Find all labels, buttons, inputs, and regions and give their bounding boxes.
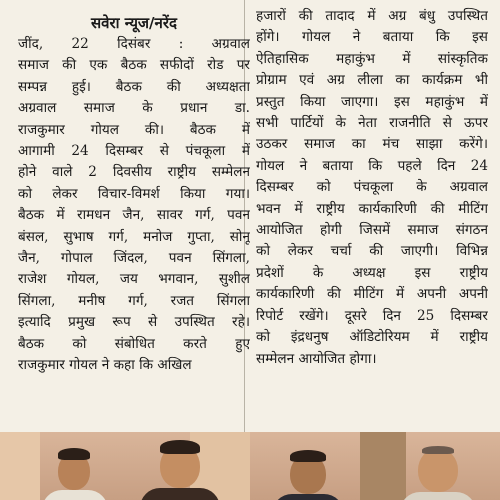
dateline: सवेरा न्यूज/नरेंद [91, 14, 177, 32]
photo-person-4 [400, 444, 476, 500]
article-text-line: गोयल ने बताया कि पहले दिन 24 [256, 157, 488, 174]
article-text-line: होंगे। गोयल ने बताया कि इस [256, 29, 488, 46]
article-text-line: ऐतिहासिक महाकुंभ में सांस्कृतिक [256, 50, 488, 67]
article-text-line: जींद, 22 दिसंबर : अग्रवाल [18, 36, 250, 52]
article-text-line: भवन में राष्ट्रीय कार्यकारिणी की मीटिंग [256, 200, 488, 217]
article-text-line: अग्रवाल समाज के प्रधान डा. [18, 100, 250, 117]
article-text-line: प्रदेशों के अध्यक्ष इस राष्ट्रीय [256, 264, 488, 281]
article-text-line: सम्पन्न हुई। बैठक की अध्यक्षता [18, 78, 250, 95]
article-text-line: समाज की एक बैठक सफीदों रोड पर [18, 57, 250, 74]
article-text-line: प्रोग्राम एवं अग्र लीला का कार्यक्रम भी [256, 72, 488, 89]
article-text-line: इत्यादि प्रमुख रूप से उपस्थित रहे। [18, 314, 250, 331]
article-text-line: कार्यकारिणी की मीटिंग में अपनी अपनी [256, 286, 488, 303]
article-text-line: सिंगला, मनीष गर्ग, रजत सिंगला [18, 292, 250, 309]
news-photo [0, 432, 500, 500]
article-text-line: बंसल, सुभाष गर्ग, मनोज गुप्ता, सोनू [18, 228, 250, 245]
photo-person-3 [272, 446, 344, 500]
article-text-line: राजकुमार गोयल ने कहा कि अखिल [18, 357, 192, 374]
article-text-line: उठकर समाज का मंच साझा करेंगे। [256, 136, 488, 153]
article-text-line: राजकुमार गोयल की। बैठक में [18, 121, 250, 138]
article-text-line: हजारों की तादाद में अग्र बंधु उपस्थित [256, 8, 488, 24]
article-text-line: बैठक को संबोधित करते हुए [18, 335, 250, 352]
article-text-line: सभी पार्टियों के नेता राजनीति से ऊपर [256, 115, 488, 132]
photo-person-2 [140, 442, 220, 500]
article-right-column [256, 0, 488, 370]
article-text-line: को लेकर चर्चा की जाएगी। विभिन्न [256, 243, 488, 260]
article-left-column [18, 0, 250, 377]
article-text-line: रिपोर्ट रखेंगे। दूसरे दिन 25 दिसम्बर [256, 307, 488, 324]
article-text-line: बैठक में रामधन जैन, सावर गर्ग, पवन [18, 207, 250, 224]
photo-person-1 [40, 446, 110, 500]
photo-curtain-left [0, 432, 40, 500]
article-text-line: दिसम्बर को पंचकूला के अग्रवाल [256, 179, 488, 196]
article-text-line: जैन, गोपाल जिंदल, पवन सिंगला, [18, 250, 250, 267]
article-text-line: सम्मेलन आयोजित होगा। [256, 350, 377, 367]
article-text-line: को लेकर विचार-विमर्श किया गया। [18, 185, 250, 202]
article-text-line: आयोजित होगी जिसमें समाज संगठन [256, 222, 488, 239]
article-text-line: आगामी 24 दिसम्बर से पंचकूला में [18, 143, 250, 160]
article-text-line: होने वाले 2 दिवसीय राष्ट्रीय सम्मेलन [18, 164, 250, 181]
article-text-line: को इंद्रधनुष ऑडिटोरियम में राष्ट्रीय [256, 329, 488, 346]
article-text-line: प्रस्तुत किया जाएगा। इस महाकुंभ में [256, 93, 488, 110]
article-text-line: राजेश गोयल, जय भगवान, सुशील [18, 271, 250, 288]
